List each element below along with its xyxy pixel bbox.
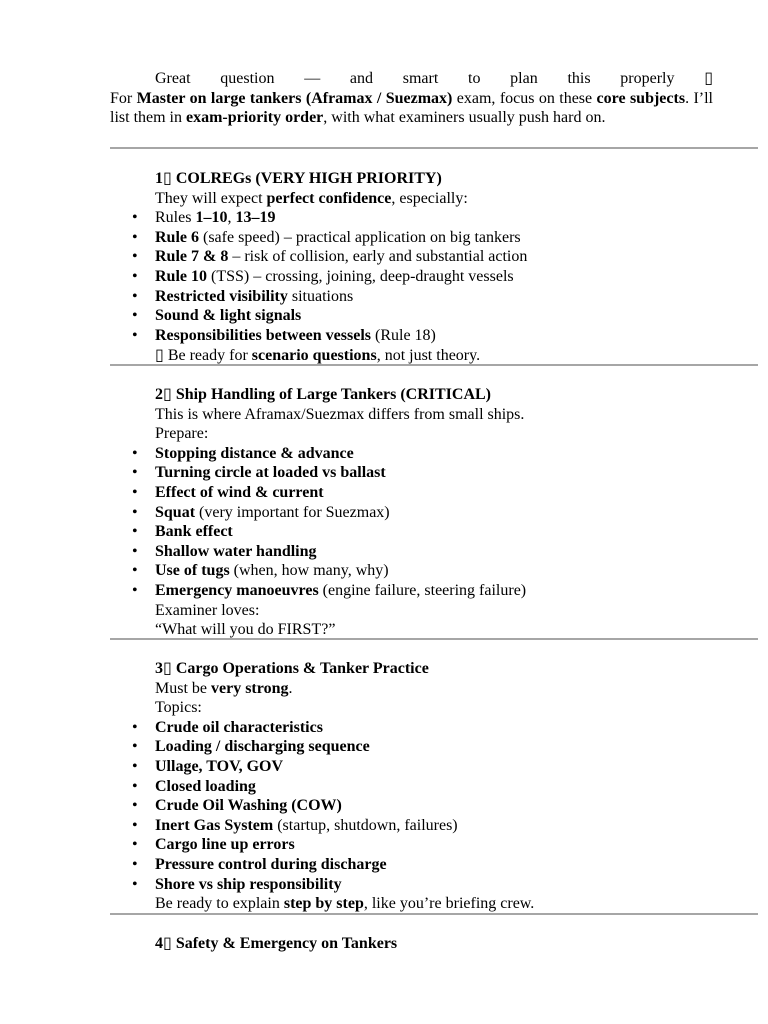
list-item: • Responsibilities between vessels (Rule 18)	[110, 326, 758, 346]
section-lead: They will expect perfect confidence, especially:	[155, 189, 468, 207]
section-quote: “What will you do FIRST?”	[155, 621, 336, 639]
keycap-glyph-icon: ▯	[163, 384, 172, 403]
list-item: • Emergency manoeuvres (engine failure, steering failure)	[110, 581, 758, 601]
intro-word: to	[468, 70, 481, 87]
section-note: Examiner loves:	[155, 601, 260, 619]
keycap-glyph-icon: ▯	[163, 933, 172, 952]
intro-word: Great	[155, 70, 191, 87]
missing-glyph-icon: ▯	[704, 68, 714, 87]
section-divider	[110, 364, 758, 366]
section-note: Be ready to explain step by step, like you’re briefing crew.	[155, 895, 535, 913]
list-item: • Cargo line up errors	[110, 835, 758, 855]
keycap-glyph-icon: ▯	[163, 658, 172, 677]
list-item: • Closed loading	[110, 777, 758, 797]
intro-emphasis: exam-priority order	[186, 109, 324, 127]
section-safety-emergency	[110, 933, 758, 954]
section-divider	[110, 913, 758, 915]
bullet-list	[110, 208, 758, 345]
list-item: • Restricted visibility situations	[110, 287, 758, 307]
section-ship-handling	[110, 384, 758, 640]
intro-text: . I’ll list them in	[110, 89, 714, 127]
list-item: • Sound & light signals	[110, 306, 758, 326]
section-colregs	[110, 168, 758, 366]
list-item: • Rule 7 & 8 – risk of collision, early and substantial action	[110, 247, 758, 267]
intro-paragraph	[110, 68, 713, 128]
intro-word: —	[304, 70, 321, 87]
list-item: • Rules 1–10, 13–19	[110, 208, 758, 228]
keycap-glyph-icon: ▯	[163, 168, 172, 187]
bullet-list	[110, 718, 758, 894]
section-heading: 4▯ Safety & Emergency on Tankers	[155, 933, 398, 952]
intro-word: smart	[402, 70, 439, 87]
intro-emphasis: core subjects	[596, 89, 686, 107]
intro-text: exam, focus on these	[452, 89, 597, 107]
list-item: • Effect of wind & current	[110, 483, 758, 503]
list-item: • Inert Gas System (startup, shutdown, failures)	[110, 816, 758, 836]
section-note: ▯ Be ready for scenario questions, not just theory.	[155, 345, 481, 365]
bullet-list	[110, 444, 758, 601]
list-item: • Rule 10 (TSS) – crossing, joining, deep-draught vessels	[110, 267, 758, 287]
intro-word: plan	[510, 70, 538, 87]
list-item: • Crude Oil Washing (COW)	[110, 796, 758, 816]
list-item: • Ullage, TOV, GOV	[110, 757, 758, 777]
section-heading: 1▯ COLREGs (VERY HIGH PRIORITY)	[155, 168, 442, 187]
intro-text: For	[110, 89, 137, 107]
list-item: • Loading / discharging sequence	[110, 737, 758, 757]
list-item: • Pressure control during discharge	[110, 855, 758, 875]
section-divider	[110, 147, 758, 149]
section-lead: Topics:	[155, 699, 202, 717]
section-heading: 2▯ Ship Handling of Large Tankers (CRITICAL)	[155, 384, 491, 403]
pointer-glyph-icon: ▯	[155, 345, 164, 365]
section-lead: Prepare:	[155, 425, 209, 443]
list-item: • Crude oil characteristics	[110, 718, 758, 738]
intro-emphasis: Master on large tankers (Aframax / Suezmax)	[136, 89, 453, 107]
list-item: • Squat (very important for Suezmax)	[110, 503, 758, 523]
section-lead: This is where Aframax/Suezmax differs from small ships.	[155, 405, 525, 423]
intro-word: and	[349, 70, 374, 87]
section-cargo-operations	[110, 658, 758, 914]
list-item: • Turning circle at loaded vs ballast	[110, 463, 758, 483]
list-item: • Bank effect	[110, 522, 758, 542]
section-divider	[110, 638, 758, 640]
section-heading: 3▯ Cargo Operations & Tanker Practice	[155, 658, 429, 677]
list-item: • Shore vs ship responsibility	[110, 875, 758, 895]
list-item: • Shallow water handling	[110, 542, 758, 562]
intro-word: question	[220, 70, 275, 87]
intro-text: , with what examiners usually push hard on.	[323, 109, 606, 127]
intro-line-2	[110, 89, 713, 128]
section-lead: Must be very strong.	[155, 679, 293, 697]
intro-word: properly	[620, 70, 675, 87]
intro-line-1	[110, 68, 713, 89]
list-item: • Rule 6 (safe speed) – practical application on big tankers	[110, 228, 758, 248]
list-item: • Use of tugs (when, how many, why)	[110, 561, 758, 581]
list-item: • Stopping distance & advance	[110, 444, 758, 464]
intro-word: this	[567, 70, 591, 87]
